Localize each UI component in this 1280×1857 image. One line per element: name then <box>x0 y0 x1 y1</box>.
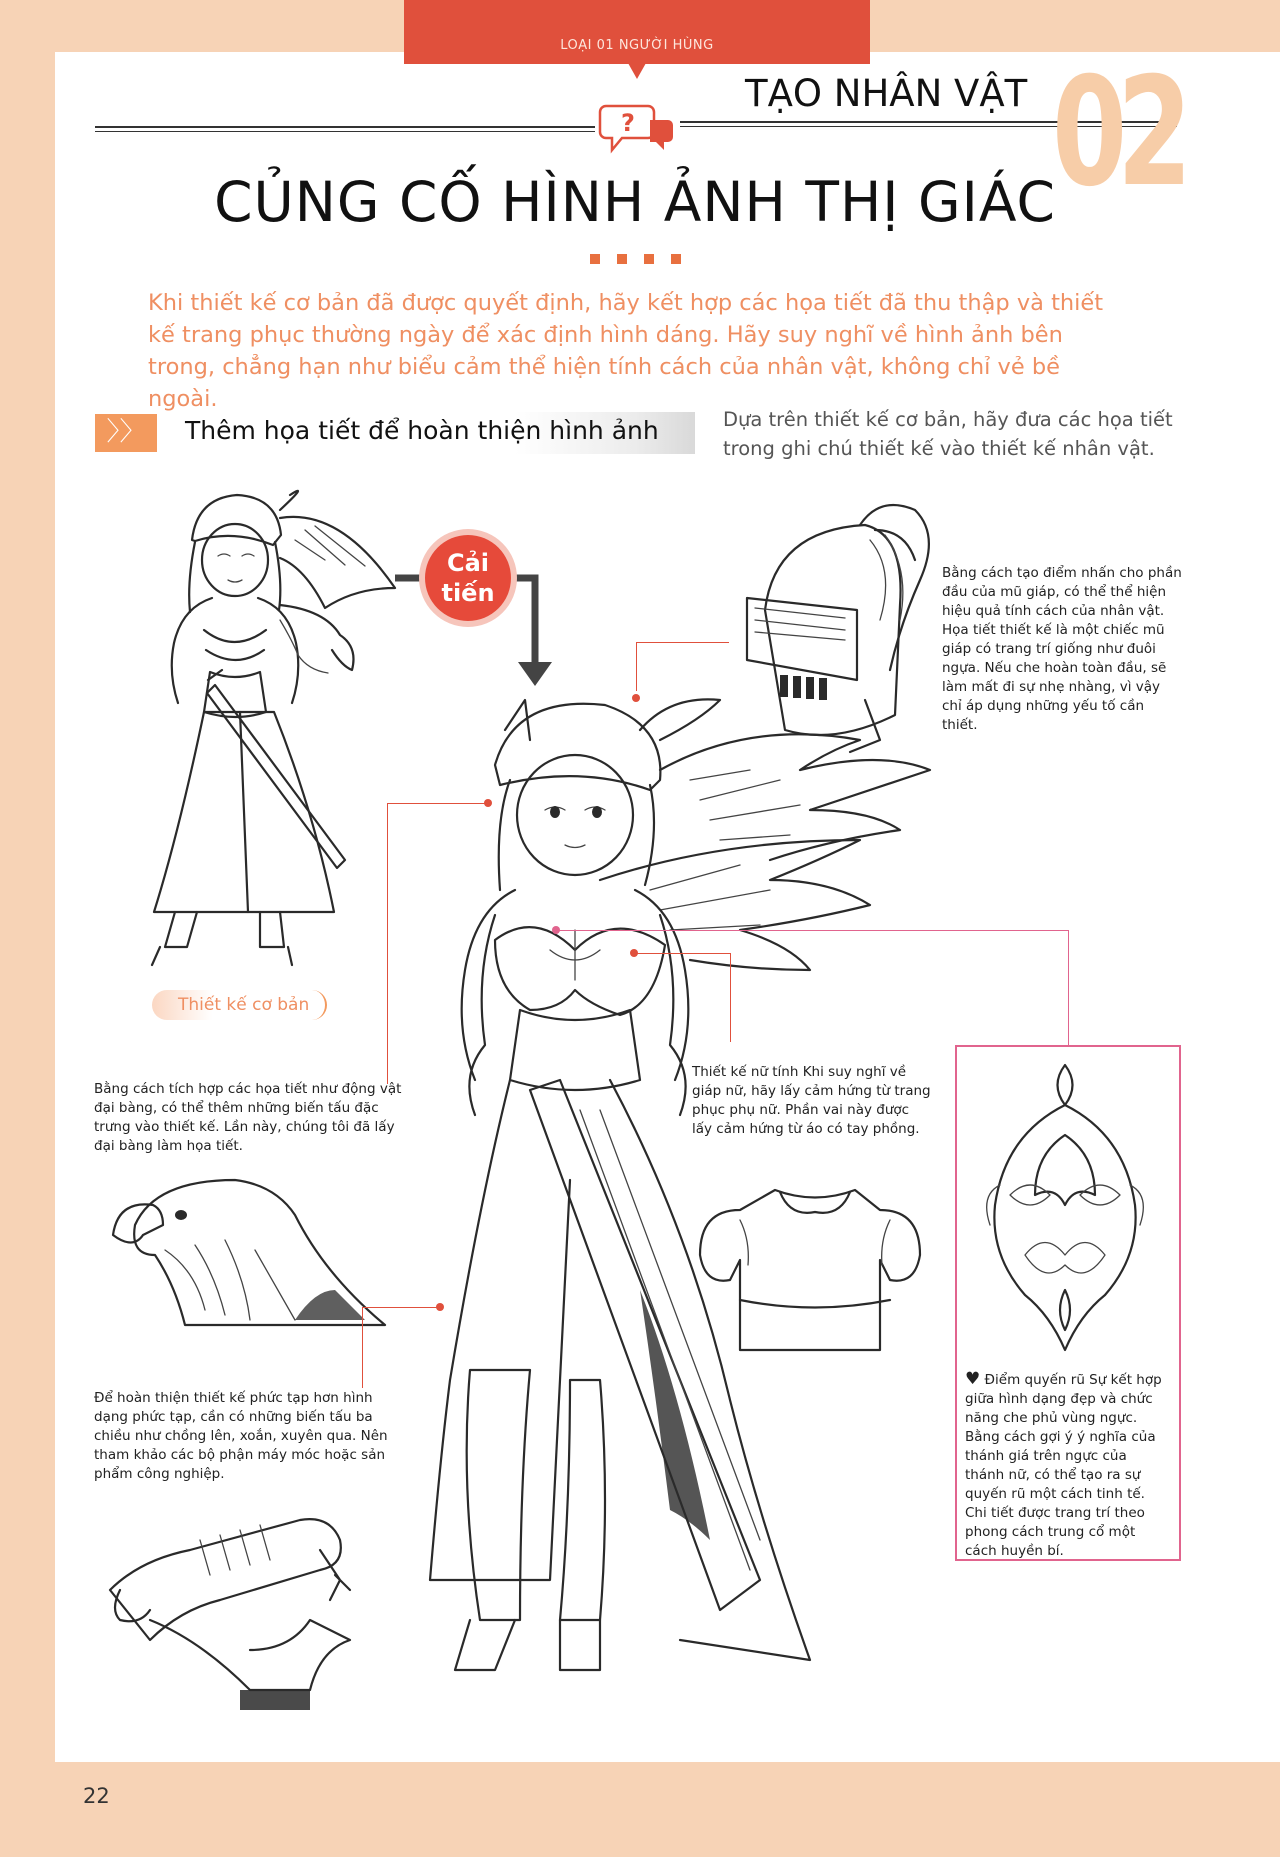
section-title: TẠO NHÂN VẬT <box>745 72 1028 115</box>
page-title: CỦNG CỐ HÌNH ẢNH THỊ GIÁC <box>214 170 1056 234</box>
callout-dot-mechanical <box>436 1303 444 1311</box>
note-eagle: Bằng cách tích hợp các họa tiết như động vật đại bàng, có thể thêm những biến tấu đặc trưng vào thiết kế. Lần này, chúng tôi đã lấy đại bàng làm họa tiết. <box>94 1081 402 1154</box>
note-charm <box>965 1370 1170 1561</box>
callout-dot-charm <box>552 926 560 934</box>
heart-icon: ♥ <box>965 1369 981 1389</box>
svg-text:?: ? <box>621 109 635 137</box>
callout-dot-eagle <box>484 799 492 807</box>
tab-pointer <box>628 63 646 79</box>
header-rule-left <box>95 126 595 128</box>
callout-line-charm <box>556 930 1069 1046</box>
page-number: 22 <box>83 1784 110 1808</box>
title-dots <box>590 254 681 264</box>
note-mechanical: Để hoàn thiện thiết kế phức tạp hơn hình dạng phức tạp, cần có những biến tấu ba chiều như chồng lên, xoắn, xuyên qua. Nên tham khảo các bộ phận máy móc hoặc sản phẩm công nghiệp. <box>94 1390 388 1482</box>
improvement-badge <box>425 535 511 621</box>
badge-line-1: Cải <box>446 549 490 577</box>
badge-line-2: tiến <box>441 579 495 607</box>
header-rule-left-thin <box>95 131 595 132</box>
subhead-description: Dựa trên thiết kế cơ bản, hãy đưa các họa tiết trong ghi chú thiết kế vào thiết kế nhân vật. <box>723 408 1173 460</box>
note-feminine: Thiết kế nữ tính Khi suy nghĩ về giáp nữ, hãy lấy cảm hứng từ trang phục phụ nữ. Phần vai này được lấy cảm hứng từ áo có tay phồng. <box>692 1064 931 1137</box>
category-tab <box>404 0 870 64</box>
callout-line-mechanical <box>362 1307 441 1388</box>
category-tab-label: LOẠI 01 NGƯỜI HÙNG <box>560 37 714 53</box>
callout-line-helmet <box>636 642 729 691</box>
question-bubble-icon <box>598 100 678 156</box>
robotic-arm-sketch <box>100 1510 360 1730</box>
basic-design-sketch <box>120 480 380 980</box>
puff-sleeve-dress-sketch <box>700 1180 930 1350</box>
intro-paragraph: Khi thiết kế cơ bản đã được quyết định, hãy kết hợp các họa tiết đã thu thập và thiết kế trang phục thường ngày để xác định hình dáng. Hãy suy nghĩ về hình ảnh bên trong, chẳng hạn như biểu cảm thể hiện tính cách của nhân vật, không chỉ vẻ bề ngoài. <box>148 290 1104 412</box>
subhead-title: Thêm họa tiết để hoàn thiện hình ảnh <box>185 416 659 445</box>
chevron-right-icon: 〉〉 <box>95 414 157 452</box>
callout-line-eagle <box>387 803 488 1084</box>
note-helmet: Bằng cách tạo điểm nhấn cho phần đầu của mũ giáp, có thể thể hiện hiệu quả tính cách của nhân vật. Họa tiết thiết kế là một chiếc mũ giáp có trang trí giống như đuôi ngựa. Nếu che hoàn toàn đầu, sẽ làm mất đi sự nhẹ nhàng, vì vậy chỉ áp dụng những yếu tố cần thiết. <box>942 565 1182 733</box>
note-charm-text: Điểm quyến rũ Sự kết hợp giữa hình dạng đẹp và chức năng che phủ vùng ngực. Bằng cách gợi ý ý nghĩa của thánh giá trên ngực của thánh nữ, có thể tạo ra sự quyến rũ một cách tinh tế. Chi tiết được trang trí theo phong cách trung cổ một cách huyền bí. <box>965 1372 1162 1559</box>
section-number: 02 <box>1052 46 1183 220</box>
callout-dot-helmet <box>632 694 640 702</box>
basic-design-label: Thiết kế cơ bản <box>152 990 327 1020</box>
eagle-sketch <box>105 1170 365 1330</box>
